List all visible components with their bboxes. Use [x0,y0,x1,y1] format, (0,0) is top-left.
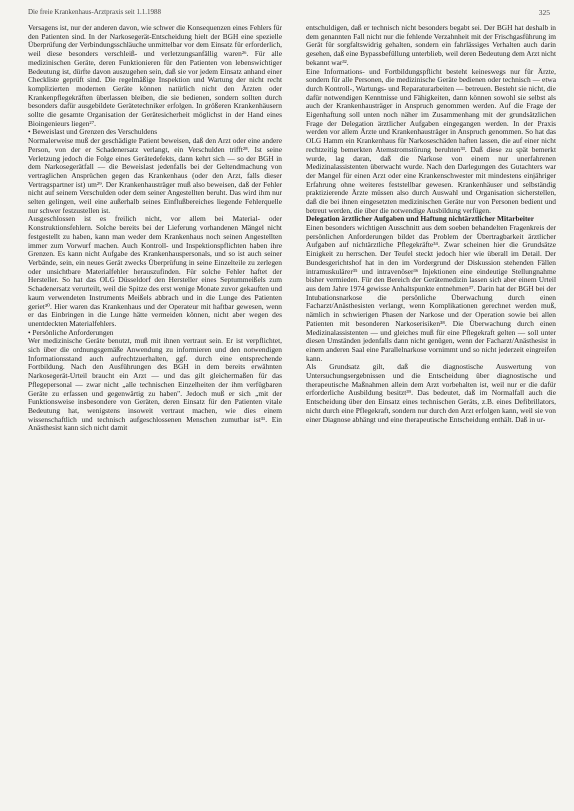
section-heading: Delegation ärztlicher Aufgaben und Haftung nichtärztlicher Mitarbeiter [306,214,534,224]
left-column [28,24,282,433]
paragraph: Versagens ist, nur der anderen davon, wie schwer die Konsequenzen eines Fehlers für den Patienten sind. In der Narkosegerät-Entscheidung hielt der BGH eine spezielle Überprüfung der Verbindungsschläuche unmittelbar vor dem Einsatz für erforderlich, weil diese besonders verschleiß- und verletzungsanfällig waren²⁶. Für alle medizinischen Geräte, deren Funktionieren für den Patienten von lebenswichtiger Bedeutung ist, dürfte davon auszugehen sein, daß sie vor jedem Einsatz anhand einer Checkliste geprüft sind. Die regelmäßige Inspektion und Wartung der nicht recht komplizierten modernen Geräte können natürlich nicht den Ärzten oder Krankenpflegekräften überlassen bleiben, die sie bedienen, sondern sollten durch besonders dafür ausgebildete Gerätetechniker erfolgen. In größeren Krankenhäusern sollte die gesamte Organisation der Gerätesicherheit möglichst in der Hand eines Bioingenieurs liegen²⁷. [28,23,282,128]
running-header [28,8,550,20]
section-subheading: • Persönliche Anforderungen [28,327,114,337]
paragraph: entschuldigen, daß er technisch nicht besonders begabt sei. Der BGH hat deshalb in dem genannten Fall nicht nur die fehlende Verzahnheit mit der Frischgasführung im Gerät für sorgfaltswidrig gehalten, sondern ein fahrlässiges Verhalten auch darin gesehen, daß eine Bypassbefüllung unterblieb, weil deren Bedeutung dem Arzt nicht bekannt war³². [306,23,556,67]
paragraph: Ausgeschlossen ist es freilich nicht, vor allem bei Material- oder Konstruktionsfehlern. Solche bereits bei der Lieferung vorhandenen Mängel nicht festgestellt zu haben, kann man weder dem Krankenhaus noch seinen Angestellten immer zum Vorwurf machen. Auch Kontroll- und Inspektionspflichten haben ihre Grenzen. Es kann nicht Aufgabe des Krankenhauspersonals, und so ist auch seiner Verbände, sein, ein neues Gerät zwecks Überprüfung in seine Einzelteile zu zerlegen oder unsichtbare Materialfehler herauszufinden. Für solche Fehler haftet der Hersteller. So hat das OLG Düsseldorf den Hersteller eines Septummeißels zum Schadenersatz verurteilt, weil die Spitze des erst wenige Monate zuvor gekauften und kaum verwendeten Instruments Meißels abbrach und in die Lunge des Patienten geriet³⁰. Hier waren das Krankenhaus und der Operateur mit haftbar gewesen, wenn er das Einbringen in die Lunge hätte vermeiden können, nicht aber wegen des unentdeckten Materialfehlers. [28,214,282,328]
paragraph: Wer medizinische Geräte benutzt, muß mit ihnen vertraut sein. Er ist verpflichtet, sich über die ordnungsgemäße Anwendung zu informieren und den notwendigen Informationsstand auch aufrechtzuerhalten, ggf. durch eine entsprechende Fortbildung. Nach den Ausführungen des BGH in dem bereits erwähnten Narkosegerät-Urteil braucht ein Arzt — und das gilt gleichermaßen für das Pflegepersonal — zwar nicht „alle technischen Einzelheiten der ihm verfügbaren Geräte zu erfassen und gegenwärtig zu haben". Jedoch muß er sich „mit der Funktionsweise insbesondere von Geräten, deren Einsatz für den Patienten vitale Bedeutung hat, wenigstens insoweit vertraut machen, wie dies einem wissenschaftlich und technisch aufgeschlossenen Menschen zumutbar ist³¹. Ein Anästhesist kann sich nicht damit [28,336,282,433]
paragraph: Einen besonders wichtigen Ausschnitt aus dem soeben behandelten Fragenkreis der persönlichen Anforderungen bildet das Problem der Übertragbarkeit ärztlicher Aufgaben auf nichtärztliche Pflegekräfte³⁴. Zwar scheinen hier die Grundsätze Einigkeit zu herrschen. Der Teufel steckt jedoch hier wie überall im Detail. Der Bundesgerichtshof hat in den im Vordergrund der Diskussion stehenden Fällen intramuskulärer³⁵ und intravenöser³⁶ Injektionen eine eindeutige Stellungnahme bisher vermieden. Für den Bereich der Gerätemedizin lassen sich aber einem Urteil aus dem Jahre 1974 gewisse Anhaltspunkte entnehmen³⁷. Darin hat der BGH bei der Intubationsnarkose die persönliche Überwachung durch einen Facharzt/Anästhesisten verlangt, wenn Komplikationen gerechnet werden muß, nämlich in schwierigen Phasen der Narkose und der Operation sowie bei allen Patienten mit besonderen Narkoserisiken³⁸. Die Überwachung durch einen Medizinalassistenten — und gleiches muß für eine Pflegekraft gelten — soll unter diesen Umständen jedenfalls dann nicht genügen, wenn der Facharzt/Anästhesist in einem anderen Saal eine Parallelnarkose vornimmt und so nicht jederzeit eingreifen kann. [306,223,556,363]
paragraph: Eine Informations- und Fortbildungspflicht besteht keineswegs nur für Ärzte, sondern für alle Personen, die medizinische Geräte bedienen oder technisch — etwa durch Kontroll-, Wartungs- und Reparaturarbeiten — betreuen. Besteht sie nicht, die dafür notwendigen Kenntnisse und Fähigkeiten, dann können sowohl sie selbst als auch der Krankenhausträger in Anspruch genommen werden. Auf die Frage der Eigenhaftung soll unten noch näher im Zusammenhang mit der grundsätzlichen Frage der Delegation ärztlicher Aufgaben eingegangen werden. In der Praxis werden vor allem Ärzte und Krankenhausträger in Anspruch genommen. So hat das OLG Hamm ein Krankenhaus für Narkoseschäden haften lassen, die auf einer nicht rechtzeitig bemerkten Atemstromstörung beruhten³³. Daß diese zu spät bemerkt wurde, lag daran, daß die Narkose von einem nur unerfahrenen Medizinalassistenten überwacht wurde. Nach den Darlegungen des Gutachters war der Mangel für einen Arzt oder eine Krankenschwester mit mindestens einjähriger Erfahrung ohne weiteres feststellbar gewesen. Krankenhäuser und selbständig praktizierende Ärzte müssen also durch Auswahl und Organisation sicherstellen, daß die bei ihnen eingesetzten medizinischen Geräte nur von Personen bedient und betreut werden, die über die notwendige Ausbildung verfügen. [306,66,556,215]
running-title: Die freie Krankenhaus-Arztpraxis seit 1.1.1988 [28,8,161,16]
right-column [306,24,556,424]
page-number: 325 [538,8,550,17]
paragraph: Normalerweise muß der geschädigte Patient beweisen, daß den Arzt oder eine andere Person, von der er Schadenersatz verlangt, ein Verschulden trifft²⁸. Ist seine Verletzung jedoch die Folge eines Gerätedefekts, dann kehrt sich — so der BGH in dem Narkosegerätfall — die Beweislast jedenfalls bei der Geltendmachung von vertraglichen Ansprüchen gegen das Krankenhaus (oder den Arzt, falls dieser Vertragspartner ist) um²⁹. Der Krankenhausträger muß also beweisen, daß der Fehler nicht auf seinem Verschulden oder dem seiner Angestellten beruht. Das wird ihm nur selten gelingen, weil eine außerhalb seines Einflußbereiches liegende Fehlerquelle nur schwer festzustellen ist. [28,136,282,215]
paragraph: Als Grundsatz gilt, daß die diagnostische Auswertung von Untersuchungsergebnissen und die Entscheidung über diagnostische und therapeutische Maßnahmen allein dem Arzt vorbehalten ist, weil nur er die dafür erforderliche Ausbildung besitzt³⁹. Das bedeutet, daß im Normalfall auch die Entscheidung über den Einsatz eines technischen Geräts, z.B. eines Defibrillators, nicht durch eine Pflegekraft, sondern nur durch den Arzt erfolgen kann, weil sie von einer Diagnose abhängt und eine therapeutische Entscheidung enthält. Daß in ur- [306,362,556,424]
section-subheading: • Beweislast und Grenzen des Verschuldens [28,127,158,137]
